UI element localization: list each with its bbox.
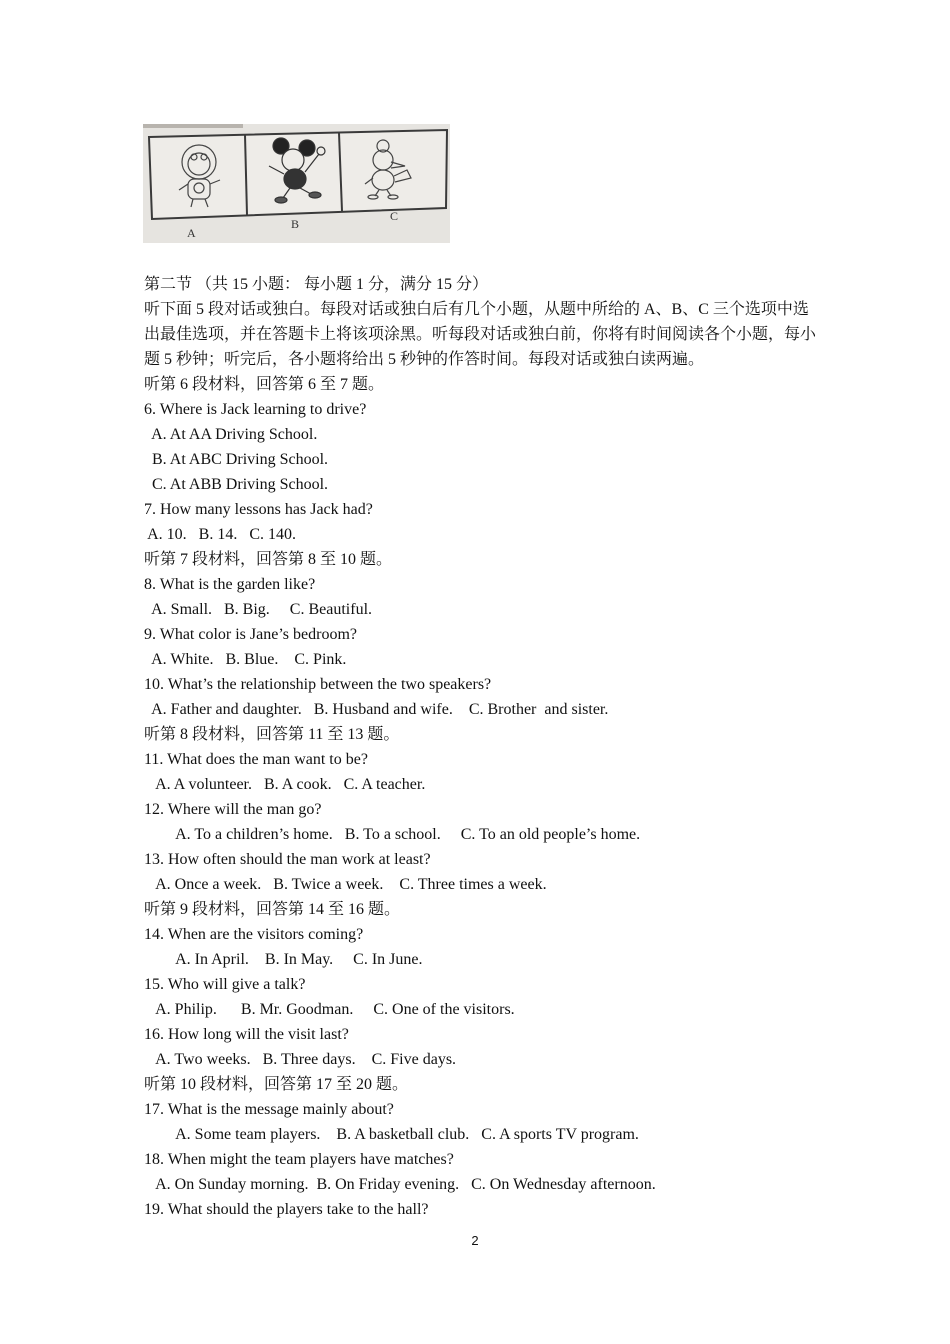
question-6-option-c: C. At ABB Driving School.	[144, 476, 329, 493]
segment-10-intro: 听第 10 段材料，回答第 17 至 20 题。	[144, 1076, 409, 1093]
segment-7-intro: 听第 7 段材料，回答第 8 至 10 题。	[144, 551, 393, 568]
question-6: 6. Where is Jack learning to drive?	[144, 401, 367, 418]
panel-label-c: C	[390, 209, 399, 223]
question-15: 15. Who will give a talk?	[144, 976, 306, 993]
question-13-options: A. Once a week. B. Twice a week. C. Three times a week.	[144, 876, 547, 893]
segment-9-intro: 听第 9 段材料，回答第 14 至 16 题。	[144, 901, 401, 918]
question-11-options: A. A volunteer. B. A cook. C. A teacher.	[144, 776, 426, 793]
question-12: 12. Where will the man go?	[144, 801, 322, 818]
question-14-options: A. In April. B. In May. C. In June.	[144, 951, 423, 968]
question-17: 17. What is the message mainly about?	[144, 1101, 394, 1118]
question-18-options: A. On Sunday morning. B. On Friday evening. C. On Wednesday afternoon.	[144, 1176, 656, 1193]
segment-6-intro: 听第 6 段材料，回答第 6 至 7 题。	[144, 376, 385, 393]
question-16-options: A. Two weeks. B. Three days. C. Five days.	[144, 1051, 457, 1068]
question-15-options: A. Philip. B. Mr. Goodman. C. One of the visitors.	[144, 1001, 515, 1018]
question-14: 14. When are the visitors coming?	[144, 926, 364, 943]
segment-8-intro: 听第 8 段材料，回答第 11 至 13 题。	[144, 726, 400, 743]
character-picture-figure	[143, 124, 450, 243]
panel-label-a: A	[187, 226, 196, 240]
question-7-options: A. 10. B. 14. C. 140.	[144, 526, 297, 543]
question-16: 16. How long will the visit last?	[144, 1026, 349, 1043]
section-instructions: 听下面 5 段对话或独白。每段对话或独白后有几个小题，从题中所给的 A、B、C 三个选项中选出最佳选项，并在答题卡上将该项涂黑。听每段对话或独白前，你将有时间阅读各个小题，每小题 5 秒钟；听完后，各小题将给出 5 秒钟的作答时间。每段对话或独白读两遍。	[144, 301, 817, 368]
question-8: 8. What is the garden like?	[144, 576, 316, 593]
panel-label-b: B	[291, 217, 300, 231]
question-17-options: A. Some team players. B. A basketball club. C. A sports TV program.	[144, 1126, 639, 1143]
question-19: 19. What should the players take to the hall?	[144, 1201, 429, 1218]
question-10: 10. What’s the relationship between the two speakers?	[144, 676, 492, 693]
question-10-options: A. Father and daughter. B. Husband and wife. C. Brother and sister.	[144, 701, 609, 718]
section-heading: 第二节 （共 15 小题： 每小题 1 分，满分 15 分）	[144, 276, 489, 293]
question-9: 9. What color is Jane’s bedroom?	[144, 626, 357, 643]
question-18: 18. When might the team players have matches?	[144, 1151, 454, 1168]
question-9-options: A. White. B. Blue. C. Pink.	[144, 651, 347, 668]
question-11: 11. What does the man want to be?	[144, 751, 368, 768]
question-7: 7. How many lessons has Jack had?	[144, 501, 373, 518]
question-8-options: A. Small. B. Big. C. Beautiful.	[144, 601, 373, 618]
question-13: 13. How often should the man work at least?	[144, 851, 431, 868]
question-6-option-b: B. At ABC Driving School.	[144, 451, 329, 468]
page-number: 2	[471, 1233, 479, 1248]
question-12-options: A. To a children’s home. B. To a school. C. To an old people’s home.	[144, 826, 641, 843]
listening-section	[144, 272, 824, 1222]
character-panels-image	[143, 124, 450, 243]
question-6-option-a: A. At AA Driving School.	[144, 426, 318, 443]
